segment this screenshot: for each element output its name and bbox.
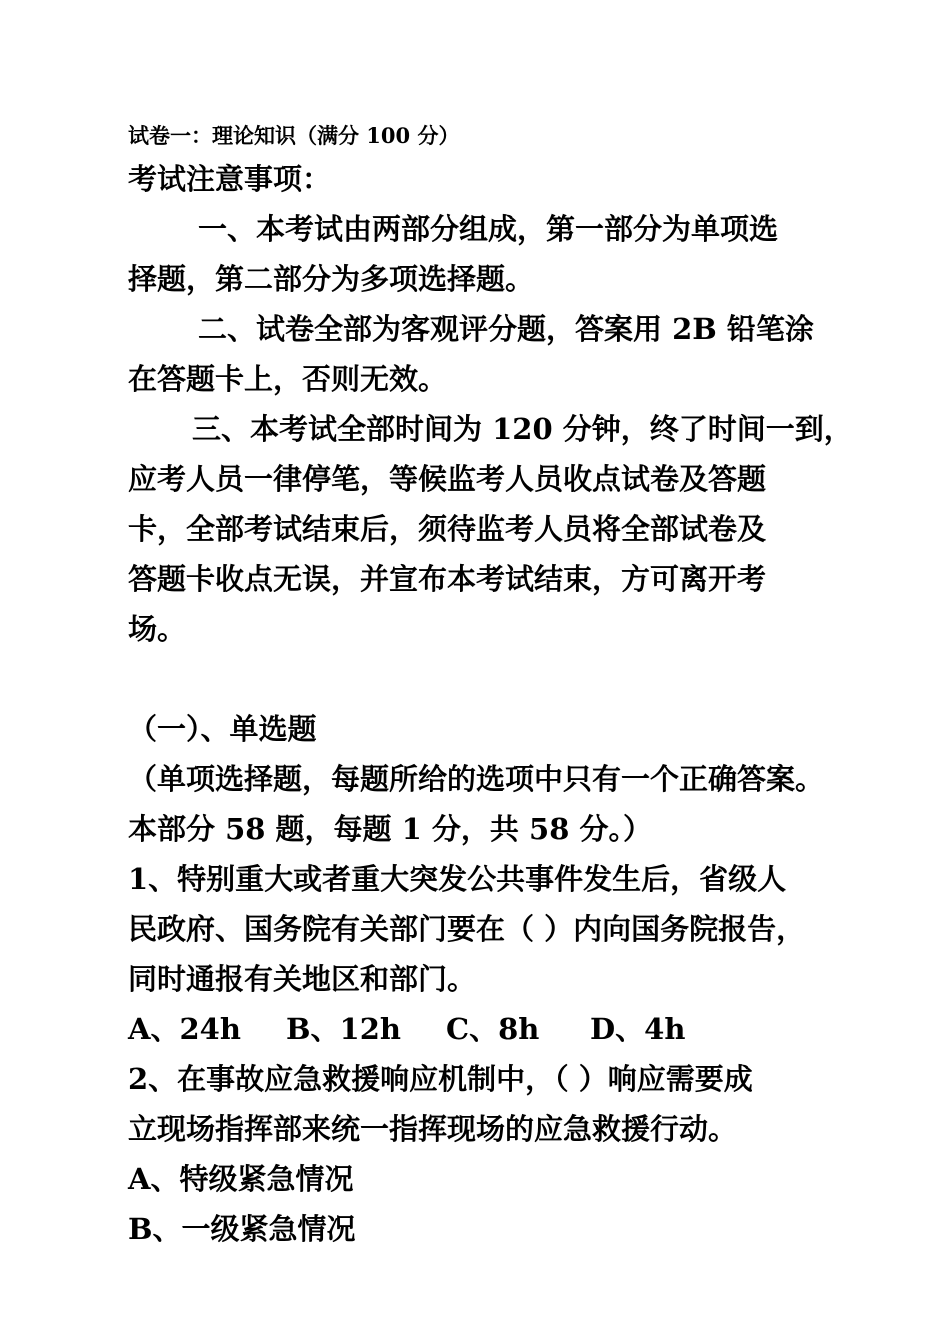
text-line: 卡，全部考试结束后，须待监考人员将全部试卷及 xyxy=(128,512,767,546)
question-line: 立现场指挥部来统一指挥现场的应急救援行动。 xyxy=(128,1112,738,1146)
text-line: 择题，第二部分为多项选择题。 xyxy=(128,262,535,296)
text-line: 二、试卷全部为客观评分题，答案用 2B 铅笔涂 xyxy=(198,312,814,346)
blank-line xyxy=(128,654,888,704)
question-2 xyxy=(128,1054,888,1254)
option-a: A、24h xyxy=(128,1012,241,1046)
notice-title: 考试注意事项： xyxy=(128,162,332,196)
text-line: 在答题卡上，否则无效。 xyxy=(128,362,448,396)
text-line: （单项选择题，每题所给的选项中只有一个正确答案。 xyxy=(128,762,825,796)
notice-item-1 xyxy=(128,204,888,304)
document-page xyxy=(128,118,888,1254)
notice-item-3 xyxy=(128,404,888,654)
options-row xyxy=(128,1004,888,1054)
option-c: C、8h xyxy=(446,1012,540,1046)
question-line: 同时通报有关地区和部门。 xyxy=(128,962,477,996)
option-d: D、4h xyxy=(590,1012,686,1046)
option-b: B、一级紧急情况 xyxy=(128,1212,356,1246)
text-line: 本部分 58 题，每题 1 分，共 58 分。） xyxy=(128,812,652,846)
text-line: 场。 xyxy=(128,612,187,646)
section-description xyxy=(128,754,888,854)
text-line: 应考人员一律停笔，等候监考人员收点试卷及答题 xyxy=(128,462,767,496)
text-line: 三、本考试全部时间为 120 分钟，终了时间一到， xyxy=(192,412,853,446)
question-1 xyxy=(128,854,888,1054)
section-title: （一）、单选题 xyxy=(128,712,317,746)
option-a: A、特级紧急情况 xyxy=(128,1162,354,1196)
exam-header: 试卷一：理论知识（满分 100 分） xyxy=(128,123,460,148)
text-line: 答题卡收点无误，并宣布本考试结束，方可离开考 xyxy=(128,562,767,596)
option-b: B、12h xyxy=(286,1012,401,1046)
question-line: 民政府、国务院有关部门要在（ ）内向国务院报告， xyxy=(128,912,806,946)
notice-item-2 xyxy=(128,304,888,404)
text-line: 一、本考试由两部分组成，第一部分为单项选 xyxy=(198,212,779,246)
question-line: 2、在事故应急救援响应机制中，（ ）响应需要成 xyxy=(128,1062,753,1096)
question-line: 1、特别重大或者重大突发公共事件发生后，省级人 xyxy=(128,862,787,896)
